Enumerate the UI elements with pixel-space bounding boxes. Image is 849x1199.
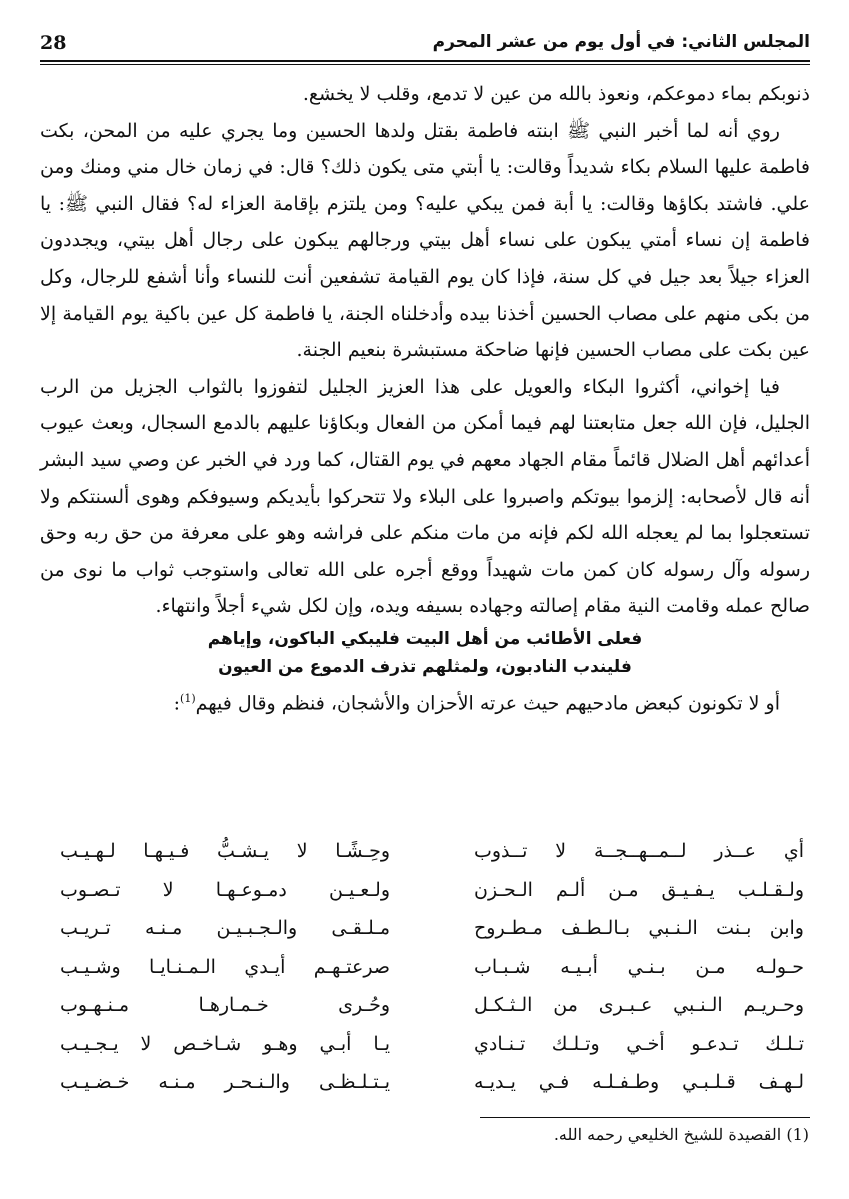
- footnote: [554, 1125, 809, 1144]
- page-number: 28: [40, 32, 67, 54]
- poem-verse: [40, 832, 810, 871]
- hemistich-first: وحـريـم الـنـبي عـبـرى من الـثـكـل: [474, 994, 804, 1017]
- poem-intro-text: أو لا تكونون كبعض مادحيهم حيث عرته الأحزان والأشجان، فنظم وقال فيهم: [195, 692, 780, 715]
- hemistich-first: أي عــذر لــمــهــجــة لا تــذوب: [474, 840, 804, 863]
- poem-intro-colon: :: [173, 692, 181, 715]
- hemistich-second: وحِـشًـا لا يـشـبُّ فـيـهـا لـهـيـب: [60, 840, 390, 863]
- hemistich-first: ولـقـلـب يـفـيـق مـن ألـم الـحـزن: [474, 878, 804, 901]
- paragraph: ذنوبكم بماء دموعكم، ونعوذ بالله من عين لا تدمع، وقلب لا يخشع.: [302, 83, 810, 105]
- hemistich-second: يـتـلـظـى والـنـحـر مـنـه خـضـيـب: [60, 1071, 390, 1094]
- paragraph: فيا إخواني، أكثروا البكاء والعويل على هذا العزيز الجليل لتفوزوا بالثواب الجزيل من الرب الجليل، فإن الله جعل متابعتنا لهم فيما أمكن من الفعال وبكاؤنا عليهم بالدمع السجال، وبعث عيوب أعدائهم أهل الضلال قائماً مقام الجهاد معهم في يوم القتال، كما ورد في الخبر عن وصي سيد البشر أنه قال لأصحابه: إلزموا بيوتكم واصبروا على البلاء ولا تتحركوا بأيديكم وسيوفكم وهوى ألسنتكم ولا تستعجلوا بما لم يعجله الله لكم فإنه من مات منكم على فراشه وهو على معرفة من حق ربه وحق رسوله وآل رسوله كان كمن مات شهيداً ووقع أجره على الله تعالى واستوجب ثواب ما نوى من صالح عمله وقامت النية مقام إصالته وجهاده بسيفه ويده، وإن لكل شيء أجلاً وانتهاء.: [40, 375, 810, 618]
- hemistich-second: يـا أبـي وهـو شـاخـص لا يـجـيـب: [60, 1032, 390, 1055]
- poem-intro: [40, 681, 810, 722]
- hemistich-first: حـولـه مـن بـنـي أبـيـه شـبـاب: [474, 955, 804, 978]
- hemistich-second: صرعتـهـم أيـدي الـمـنـايـا وشـيـب: [60, 955, 390, 978]
- hemistich-second: ولـعـيـن دمـوعـهـا لا تـصـوب: [60, 878, 390, 901]
- header-rule: [40, 60, 810, 65]
- hemistich-first: وابن بـنت الـنـبي بـالـطـف مـطـروح: [474, 917, 804, 940]
- poem-verse: [40, 1063, 810, 1102]
- hemistich-second: وحُـرى خـمـارهـا مـنـهـوب: [60, 994, 390, 1017]
- paragraph: روي أنه لما أخبر النبي ﷺ ابنته فاطمة بقتل ولدها الحسين وما يجري عليه من المحن، بكت فاطمة عليها السلام بكاء شديداً وقالت: يا أبتي متى يكون ذلك؟ قال: في زمان خال مني ومنك ومن علي. فاشتد بكاؤها وقالت: يا أبة فمن يبكي عليه؟ ومن يلتزم بإقامة العزاء له؟ فقال النبي ﷺ: يا فاطمة إن نساء أمتي يبكون على نساء أهل بيتي ورجالهم يبكون على رجال أهل بيتي، ويجددون العزاء جيلاً بعد جيل في كل سنة، فإذا كان يوم القيامة تشفعين أنت للنساء وأنا أشفع للرجال، وكل من بكى منهم على مصاب الحسين أخذنا بيده وأدخلناه الجنة، يا فاطمة كل عين باكية يوم القيامة إلا عين بكت على مصاب الحسين فإنها ضاحكة مستبشرة بنعيم الجنة.: [40, 119, 810, 362]
- footnote-text: القصيدة للشيخ الخليعي رحمه الله.: [553, 1125, 782, 1144]
- poem-verse: [40, 871, 810, 910]
- couplet: [40, 625, 810, 681]
- poem: [40, 832, 810, 1102]
- footnote-reference: (1): [180, 691, 196, 705]
- poem-verse: [40, 909, 810, 948]
- hemistich-first: لـهـف قـلـبـي وطـفـلـه فـي يـديـه: [474, 1071, 804, 1094]
- footnote-rule: [480, 1117, 810, 1118]
- footnote-marker: (1): [786, 1125, 809, 1144]
- hemistich-first: تـلـك تـدعـو أخـي وتـلـك تـنـادي: [474, 1032, 804, 1055]
- couplet-line: فعلى الأطائب من أهل البيت فليبكي الباكون، وإياهم: [207, 628, 643, 649]
- running-title: المجلس الثاني: في أول يوم من عشر المحرم: [432, 32, 810, 52]
- page-header: [40, 30, 810, 62]
- hemistich-second: مـلـقـى والـجـبـيـن مـنـه تـريـب: [60, 917, 390, 940]
- couplet-line: فليندب النادبون، ولمثلهم تذرف الدموع من العيون: [218, 656, 632, 677]
- poem-verse: [40, 986, 810, 1025]
- poem-verse: [40, 1025, 810, 1064]
- poem-verse: [40, 948, 810, 987]
- body-text: [40, 76, 810, 722]
